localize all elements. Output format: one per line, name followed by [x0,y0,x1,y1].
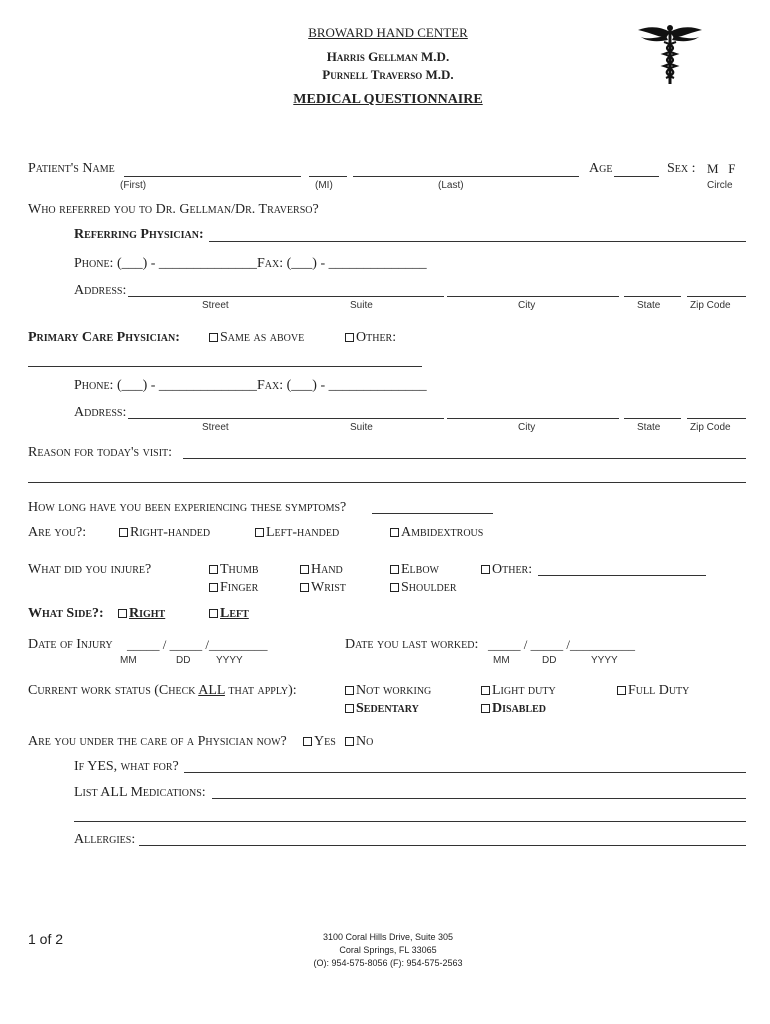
right-side-checkbox[interactable] [118,606,165,622]
sedentary-label: Sedentary [356,701,419,716]
caduceus-icon [636,22,704,86]
injury-question: What did you injure? [28,562,152,577]
checkbox-icon [481,686,490,695]
checkbox-icon [345,704,354,713]
street-caption: Street [202,300,229,311]
ambidextrous-label: Ambidextrous [401,525,484,540]
state-caption: State [637,300,661,311]
side-label: What Side?: [28,606,104,621]
reason-field[interactable] [183,458,746,459]
circle-label: Circle [707,180,733,191]
patient-name-label: Patient's Name [28,161,115,176]
footer-address-1: 3100 Coral Hills Drive, Suite 305 [322,932,454,942]
primary-zip-field[interactable] [687,418,746,419]
referral-state-field[interactable] [624,296,681,297]
other-injury-field[interactable] [538,575,706,576]
medications-field[interactable] [212,798,746,799]
medications-label: List ALL Medications: [74,785,206,800]
work-status-all: ALL [198,683,225,698]
referral-zip-field[interactable] [687,296,746,297]
referral-city-field[interactable] [447,296,619,297]
allergies-field[interactable] [139,845,746,846]
are-you-label: Are you?: [28,525,87,540]
primary-care-field[interactable] [28,366,422,367]
last-worked-field[interactable]: _____ / _____ /__________ [488,637,635,652]
shoulder-checkbox[interactable] [390,580,457,596]
checkbox-icon [390,528,399,537]
full-duty-label: Full Duty [628,683,690,698]
primary-address-label: Address: [74,405,127,420]
first-name-field[interactable] [124,176,301,177]
doctor-2: Purnell Traverso M.D. [322,67,454,82]
duration-label: How long have you been experiencing these symptoms? [28,500,347,515]
street-caption: Street [202,422,229,433]
checkbox-icon [300,565,309,574]
primary-state-field[interactable] [624,418,681,419]
right-side-label: Right [129,606,166,621]
city-caption: City [518,422,536,433]
care-no-label: No [356,734,374,749]
yyyy-caption: YYYY [216,655,243,666]
light-duty-checkbox[interactable] [481,683,556,699]
allergies-label: Allergies: [74,832,136,847]
age-field[interactable] [614,176,659,177]
other-injury-checkbox[interactable] [481,562,532,578]
referring-physician-field[interactable] [209,241,746,242]
hand-label: Hand [311,562,343,577]
finger-label: Finger [220,580,259,595]
if-yes-label: If YES, what for? [74,759,179,774]
sedentary-checkbox[interactable] [345,701,419,717]
checkbox-icon [345,737,354,746]
clinic-name: BROWARD HAND CENTER [308,25,468,40]
last-label: (Last) [438,180,464,191]
city-caption: City [518,300,536,311]
checkbox-icon [390,565,399,574]
suite-caption: Suite [350,422,373,433]
checkbox-icon [119,528,128,537]
checkbox-icon [345,333,354,342]
other-label: Other: [356,330,397,345]
footer-address-2: Coral Springs, FL 33065 [339,945,437,955]
elbow-checkbox[interactable] [390,562,439,578]
care-yes-label: Yes [314,734,336,749]
not-working-label: Not working [356,683,432,698]
sex-label: Sex : [667,161,696,176]
sex-options[interactable]: M F [707,161,736,176]
referral-fax[interactable]: Fax: (___) - ______________ [257,256,427,271]
left-side-label: Left [220,606,249,621]
work-status-label [28,683,297,699]
dd-caption: DD [176,655,191,666]
checkbox-icon [481,565,490,574]
zip-caption: Zip Code [690,422,731,433]
duration-field[interactable] [372,513,493,514]
yyyy-caption: YYYY [591,655,618,666]
wrist-label: Wrist [311,580,346,595]
mi-field[interactable] [309,176,347,177]
age-label: Age [589,161,613,176]
page-title: MEDICAL QUESTIONNAIRE [293,92,483,107]
full-duty-checkbox[interactable] [617,683,689,699]
left-side-checkbox[interactable] [209,606,249,622]
if-yes-field[interactable] [184,772,746,773]
referral-question: Who referred you to Dr. Gellman/Dr. Traverso? [28,202,319,217]
left-handed-checkbox[interactable] [255,525,339,541]
other-injury-label: Other: [492,562,533,577]
state-caption: State [637,422,661,433]
first-label: (First) [120,180,147,191]
referring-physician-label: Referring Physician: [74,227,204,242]
ambidextrous-checkbox[interactable] [390,525,483,541]
last-worked-label: Date you last worked: [345,637,479,652]
mm-caption: MM [120,655,137,666]
date-of-injury-label: Date of Injury [28,637,113,652]
same-as-above-label: Same as above [220,330,305,345]
reason-label: Reason for today's visit: [28,445,173,460]
thumb-label: Thumb [220,562,259,577]
primary-street-field[interactable] [128,418,444,419]
care-no-checkbox[interactable] [345,734,373,750]
checkbox-icon [303,737,312,746]
other-physician-checkbox[interactable] [345,330,396,346]
same-as-above-checkbox[interactable] [209,330,304,346]
medications-field-2[interactable] [74,821,746,822]
reason-field-2[interactable] [28,482,746,483]
right-handed-checkbox[interactable] [119,525,210,541]
thumb-checkbox[interactable] [209,562,259,578]
disabled-label: Disabled [492,701,547,716]
suite-caption: Suite [350,300,373,311]
mi-label: (MI) [315,180,333,191]
checkbox-icon [255,528,264,537]
disabled-checkbox[interactable] [481,701,546,717]
checkbox-icon [345,686,354,695]
primary-city-field[interactable] [447,418,619,419]
checkbox-icon [209,583,218,592]
finger-checkbox[interactable] [209,580,258,596]
checkbox-icon [209,333,218,342]
doctor-1: Harris Gellman M.D. [326,49,450,64]
referral-address-label: Address: [74,283,127,298]
primary-fax[interactable]: Fax: (___) - ______________ [257,378,427,393]
right-handed-label: Right-handed [130,525,211,540]
checkbox-icon [390,583,399,592]
zip-caption: Zip Code [690,300,731,311]
checkbox-icon [481,704,490,713]
elbow-label: Elbow [401,562,439,577]
primary-phone[interactable]: Phone: (___) - ______________ [74,378,257,393]
care-question: Are you under the care of a Physician now? [28,734,287,749]
shoulder-label: Shoulder [401,580,457,595]
light-duty-label: Light duty [492,683,556,698]
referral-phone[interactable]: Phone: (___) - ______________ [74,256,257,271]
work-status-prefix: Current work status (Check [28,683,199,698]
checkbox-icon [118,609,127,618]
referral-street-field[interactable] [128,296,444,297]
checkbox-icon [300,583,309,592]
care-yes-checkbox[interactable] [303,734,336,750]
date-of-injury-field[interactable]: _____ / _____ /_________ [127,637,268,652]
checkbox-icon [209,609,218,618]
footer-phones: (O): 954-575-8056 (F): 954-575-2563 [313,958,463,968]
checkbox-icon [617,686,626,695]
page-number: 1 of 2 [28,931,64,947]
wrist-checkbox[interactable] [300,580,346,596]
mm-caption: MM [493,655,510,666]
checkbox-icon [209,565,218,574]
dd-caption: DD [542,655,557,666]
work-status-suffix: that apply): [224,683,297,698]
hand-checkbox[interactable] [300,562,343,578]
not-working-checkbox[interactable] [345,683,431,699]
primary-care-label: Primary Care Physician: [28,330,180,345]
left-handed-label: Left-handed [266,525,340,540]
last-name-field[interactable] [353,176,579,177]
